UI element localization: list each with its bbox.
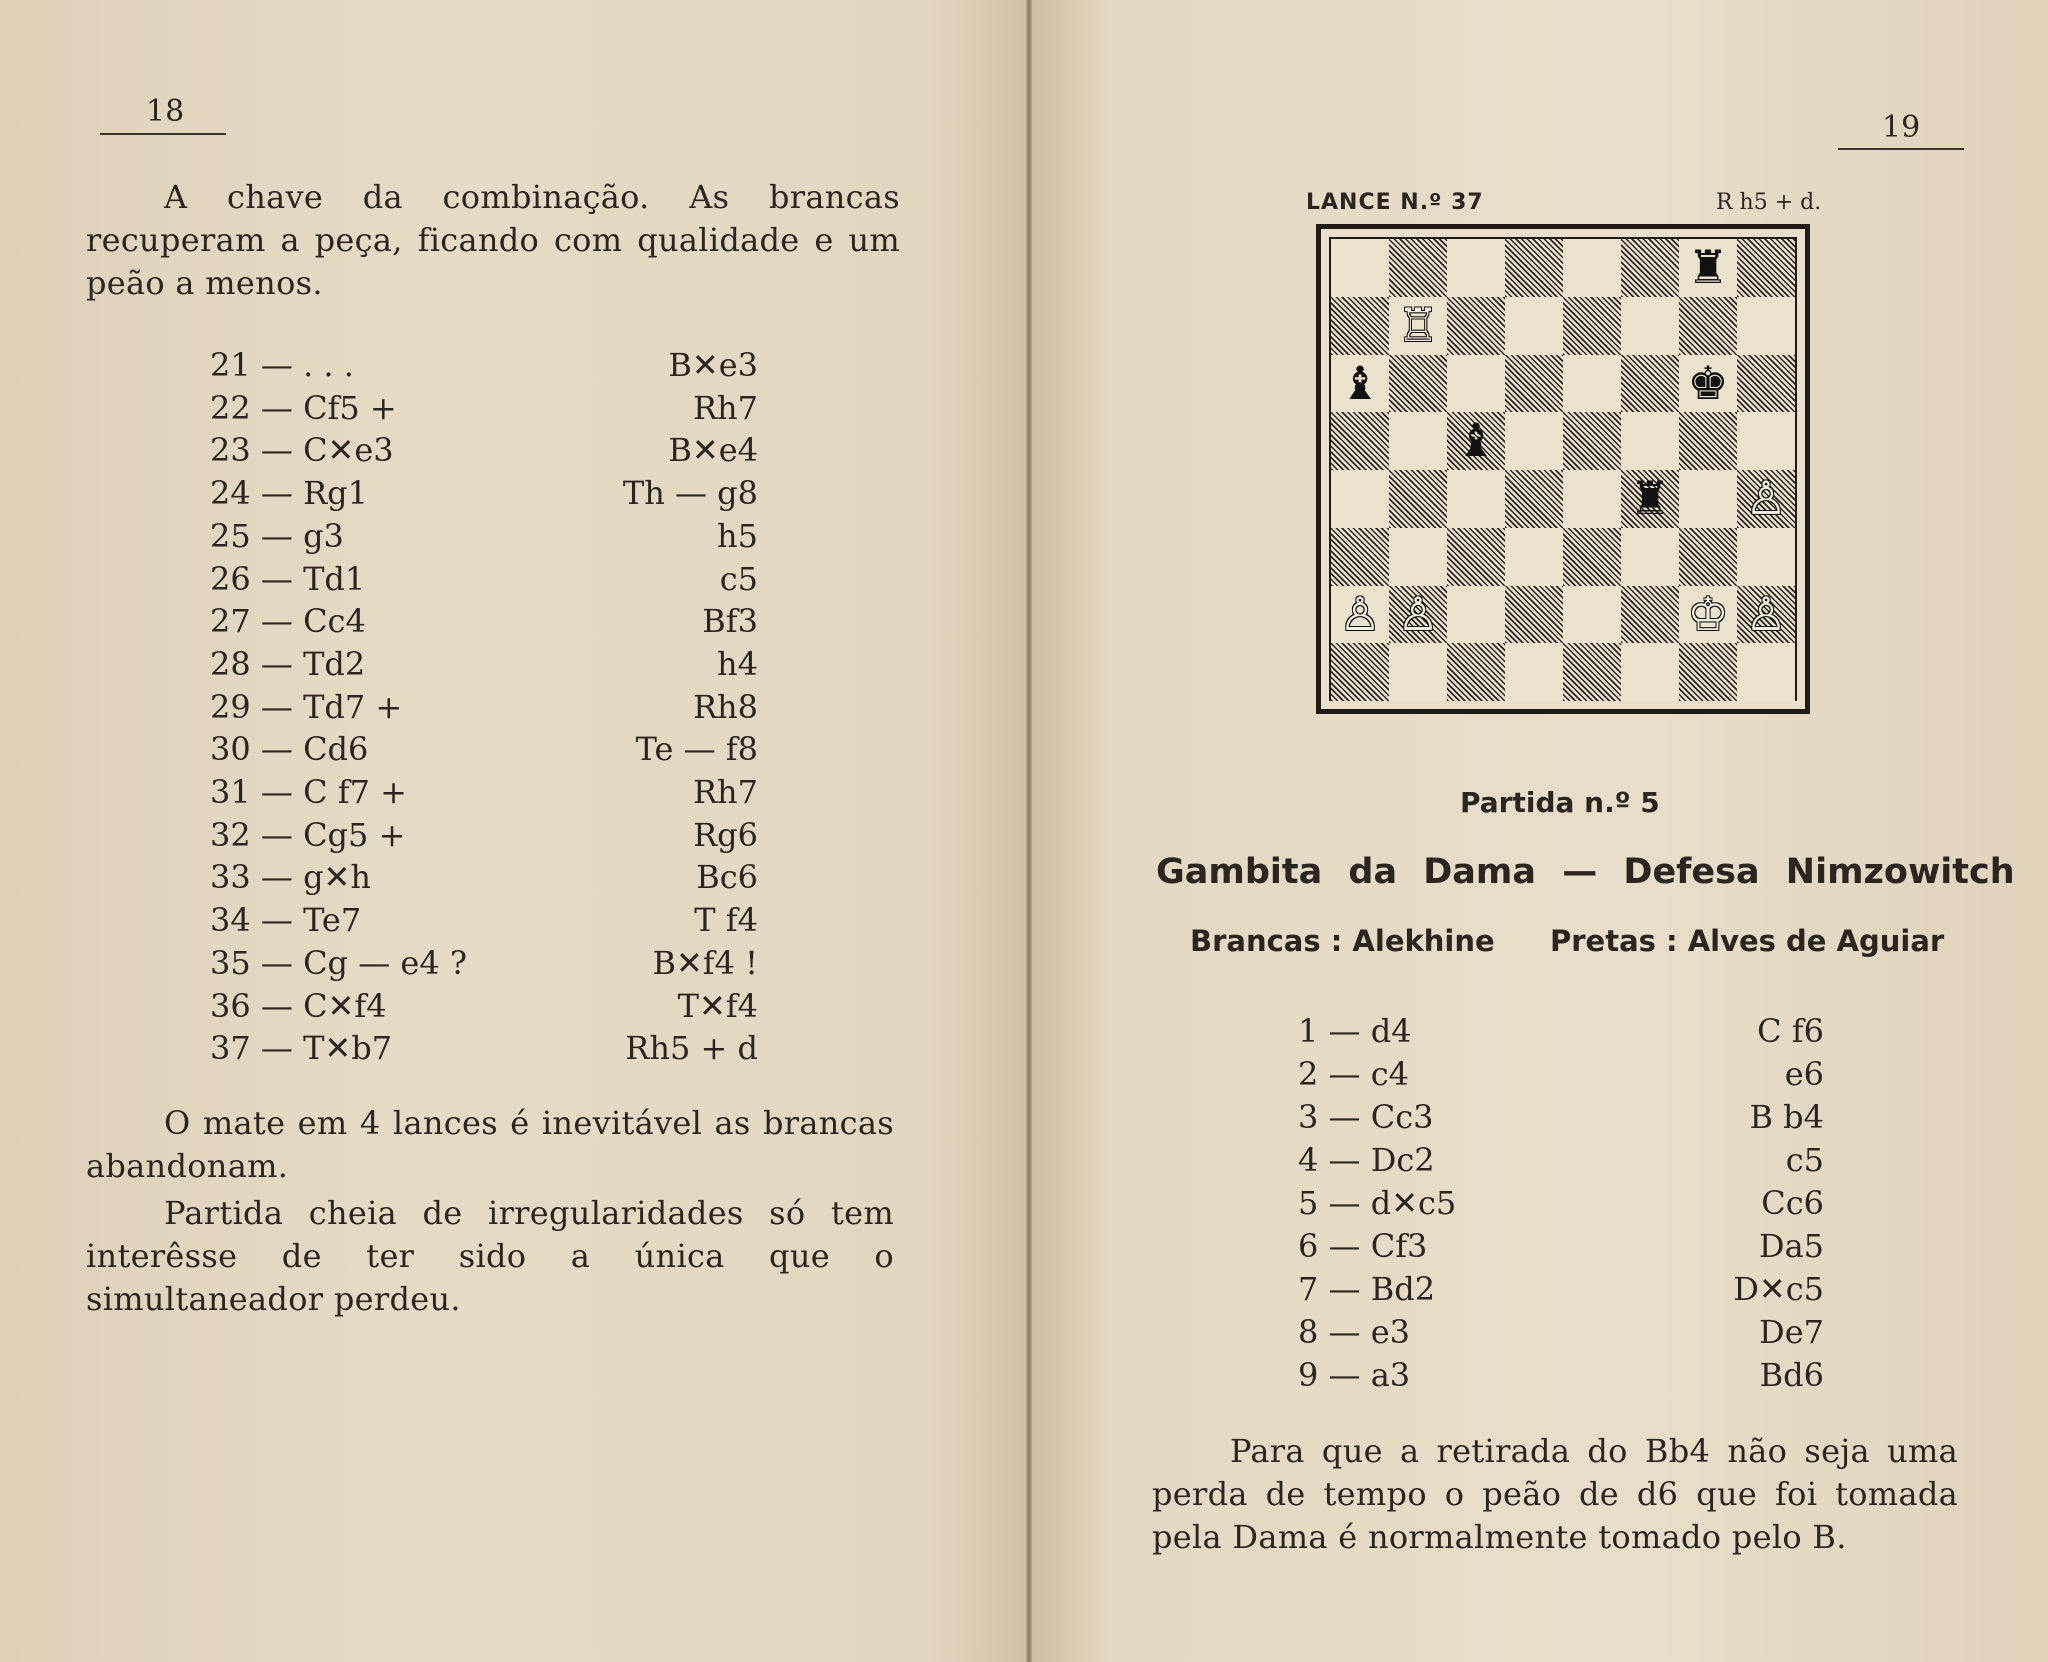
white-move: 3 — Cc3 (1298, 1098, 1434, 1136)
move-row (210, 645, 758, 687)
black-king-icon: ♚ (1687, 355, 1729, 410)
square-a5 (1331, 412, 1389, 470)
white-move: 35 — Cg — e4 ? (210, 943, 467, 982)
white-move: 24 — Rg1 (210, 474, 368, 513)
black-rook-icon: ♜ (1629, 471, 1671, 525)
move-row (210, 346, 758, 388)
right-move-list (1298, 1012, 1824, 1402)
move-row (210, 474, 758, 516)
white-move: 5 — d✕c5 (1298, 1184, 1457, 1222)
square-h8 (1737, 239, 1795, 297)
move-row (1298, 1313, 1824, 1355)
black-move: D✕c5 (1733, 1270, 1824, 1308)
square-e5 (1563, 412, 1621, 470)
move-row (210, 773, 758, 815)
square-e8 (1563, 239, 1621, 297)
white-move: 25 — g3 (210, 516, 344, 555)
white-move: 9 — a3 (1298, 1356, 1411, 1394)
move-row (210, 560, 758, 602)
square-d7 (1505, 297, 1563, 355)
black-move: Th — g8 (622, 474, 758, 513)
square-e6 (1563, 355, 1621, 413)
left-move-list (210, 346, 758, 1076)
square-a3 (1331, 528, 1389, 586)
conclusion-paragraph-2: Partida cheia de irregularidades só tem interêsse de ter sido a única que o simultaneador perdeu. (86, 1194, 894, 1318)
square-h6 (1737, 355, 1795, 413)
square-c1 (1447, 643, 1505, 701)
white-pawn-icon: ♙ (1745, 471, 1787, 525)
square-g4 (1679, 470, 1737, 528)
square-a7 (1331, 297, 1389, 355)
square-d6 (1505, 355, 1563, 413)
white-move: 22 — Cf5 + (210, 388, 397, 427)
move-row (1298, 1227, 1824, 1269)
square-b8 (1389, 239, 1447, 297)
white-rook-icon: ♖ (1397, 297, 1439, 352)
board-caption-move: R h5 + d. (1716, 190, 1822, 215)
square-a1 (1331, 643, 1389, 701)
chess-board-grid (1329, 237, 1797, 701)
square-e1 (1563, 643, 1621, 701)
move-row (210, 602, 758, 644)
black-player: Pretas : Alves de Aguiar (1550, 924, 1945, 958)
move-row (210, 901, 758, 943)
move-row (1298, 1098, 1824, 1140)
square-b1 (1389, 643, 1447, 701)
square-b6 (1389, 355, 1447, 413)
move-row (210, 389, 758, 431)
white-player: Brancas : Alekhine (1190, 924, 1495, 958)
square-g3 (1679, 528, 1737, 586)
conclusion-paragraph-1: O mate em 4 lances é inevitável as brancas abandonam. (86, 1104, 894, 1185)
square-a8 (1331, 239, 1389, 297)
black-move: C f6 (1757, 1012, 1824, 1050)
white-move: 21 — . . . (210, 346, 354, 384)
square-d8 (1505, 239, 1563, 297)
black-move: Rg6 (693, 815, 758, 854)
black-move: Da5 (1758, 1227, 1824, 1265)
white-move: 23 — C✕e3 (210, 431, 394, 470)
square-c8 (1447, 239, 1505, 297)
white-king-icon: ♔ (1687, 586, 1729, 641)
square-f6 (1621, 355, 1679, 413)
black-move: h4 (717, 644, 758, 683)
square-h3 (1737, 528, 1795, 586)
black-move: De7 (1759, 1313, 1824, 1351)
move-row (210, 816, 758, 858)
black-move: Rh7 (692, 773, 758, 811)
square-c2 (1447, 586, 1505, 644)
square-b5 (1389, 412, 1447, 470)
black-move: Te — f8 (635, 730, 758, 769)
square-c7 (1447, 297, 1505, 355)
square-d5 (1505, 412, 1563, 470)
book-gutter (1026, 0, 1032, 1662)
square-e3 (1563, 528, 1621, 586)
move-row (210, 688, 758, 730)
black-move: c5 (719, 559, 758, 598)
move-row (210, 730, 758, 772)
square-e2 (1563, 586, 1621, 644)
white-move: 26 — Td1 (210, 559, 366, 598)
move-row (1298, 1270, 1824, 1312)
square-f2 (1621, 586, 1679, 644)
square-f1 (1621, 643, 1679, 701)
white-move: 36 — C✕f4 (210, 986, 387, 1025)
white-pawn-icon: ♙ (1745, 586, 1787, 641)
black-move: h5 (717, 516, 758, 555)
square-f8 (1621, 239, 1679, 297)
black-move: Rh8 (692, 687, 758, 726)
white-move: 34 — Te7 (210, 901, 362, 940)
game-label: Partida n.º 5 (1460, 786, 1660, 819)
board-caption: LANCE N.º 37 (1306, 190, 1484, 215)
white-move: 27 — Cc4 (210, 602, 366, 641)
black-move: Cc6 (1761, 1184, 1824, 1222)
black-move: B✕f4 ! (652, 943, 758, 982)
black-move: Rh7 (692, 388, 758, 427)
left-page-number: 18 (146, 94, 185, 129)
move-row (210, 944, 758, 986)
black-move: Bd6 (1759, 1356, 1824, 1394)
black-move: B✕e4 (668, 431, 758, 470)
square-d1 (1505, 643, 1563, 701)
white-move: 7 — Bd2 (1298, 1270, 1436, 1308)
opening-title: Gambita da Dama — Defesa Nimzowitch (1156, 852, 2015, 892)
square-b3 (1389, 528, 1447, 586)
square-g7 (1679, 297, 1737, 355)
white-move: 32 — Cg5 + (210, 815, 406, 854)
move-row (210, 858, 758, 900)
white-move: 4 — Dc2 (1298, 1141, 1435, 1179)
black-move: e6 (1784, 1055, 1824, 1093)
white-move: 33 — g✕h (210, 858, 371, 897)
square-c6 (1447, 355, 1505, 413)
square-g5 (1679, 412, 1737, 470)
black-rook-icon: ♜ (1687, 240, 1729, 294)
chess-board (1316, 224, 1810, 714)
square-f3 (1621, 528, 1679, 586)
move-row (1298, 1012, 1824, 1054)
square-e7 (1563, 297, 1621, 355)
white-move: 8 — e3 (1298, 1313, 1410, 1351)
square-h7 (1737, 297, 1795, 355)
white-move: 1 — d4 (1298, 1012, 1412, 1050)
square-d4 (1505, 470, 1563, 528)
move-row (1298, 1356, 1824, 1398)
black-move: T f4 (694, 901, 758, 940)
black-move: Bc6 (696, 858, 758, 897)
black-move: B b4 (1749, 1098, 1824, 1136)
move-row (210, 1029, 758, 1071)
square-h5 (1737, 412, 1795, 470)
square-f5 (1621, 412, 1679, 470)
white-pawn-icon: ♙ (1339, 586, 1381, 641)
black-move: Bf3 (702, 602, 758, 641)
black-move: c5 (1785, 1141, 1824, 1179)
square-f7 (1621, 297, 1679, 355)
black-move: B✕e3 (668, 346, 758, 384)
square-b4 (1389, 470, 1447, 528)
note-paragraph: Para que a retirada do Bb4 não seja uma perda de tempo o peão de d6 que foi tomada pela Dama é normalmente tomado pelo B. (1152, 1432, 1958, 1556)
move-row (1298, 1141, 1824, 1183)
black-move: T✕f4 (677, 986, 758, 1025)
move-row (210, 431, 758, 473)
white-move: 2 — c4 (1298, 1055, 1409, 1093)
right-page-number-rule (1838, 148, 1964, 150)
move-row (1298, 1184, 1824, 1226)
square-d3 (1505, 528, 1563, 586)
black-bishop-icon: ♝ (1455, 413, 1497, 468)
square-h1 (1737, 643, 1795, 701)
move-row (210, 987, 758, 1029)
white-move: 31 — C f7 + (210, 773, 407, 811)
right-page-number: 19 (1882, 110, 1921, 145)
move-row (1298, 1055, 1824, 1097)
left-page-number-rule (100, 133, 226, 135)
black-bishop-icon: ♝ (1339, 355, 1381, 410)
white-move: 37 — T✕b7 (210, 1029, 393, 1068)
square-c4 (1447, 470, 1505, 528)
white-move: 28 — Td2 (210, 644, 366, 683)
square-c3 (1447, 528, 1505, 586)
black-move: Rh5 + d (625, 1029, 758, 1068)
white-move: 29 — Td7 + (210, 687, 403, 726)
square-a4 (1331, 470, 1389, 528)
white-move: 6 — Cf3 (1298, 1227, 1428, 1265)
white-move: 30 — Cd6 (210, 730, 369, 769)
square-g1 (1679, 643, 1737, 701)
square-e4 (1563, 470, 1621, 528)
square-d2 (1505, 586, 1563, 644)
move-row (210, 517, 758, 559)
intro-paragraph: A chave da combinação. As brancas recuperam a peça, ficando com qualidade e um peão a menos. (86, 178, 900, 302)
white-pawn-icon: ♙ (1397, 586, 1439, 641)
